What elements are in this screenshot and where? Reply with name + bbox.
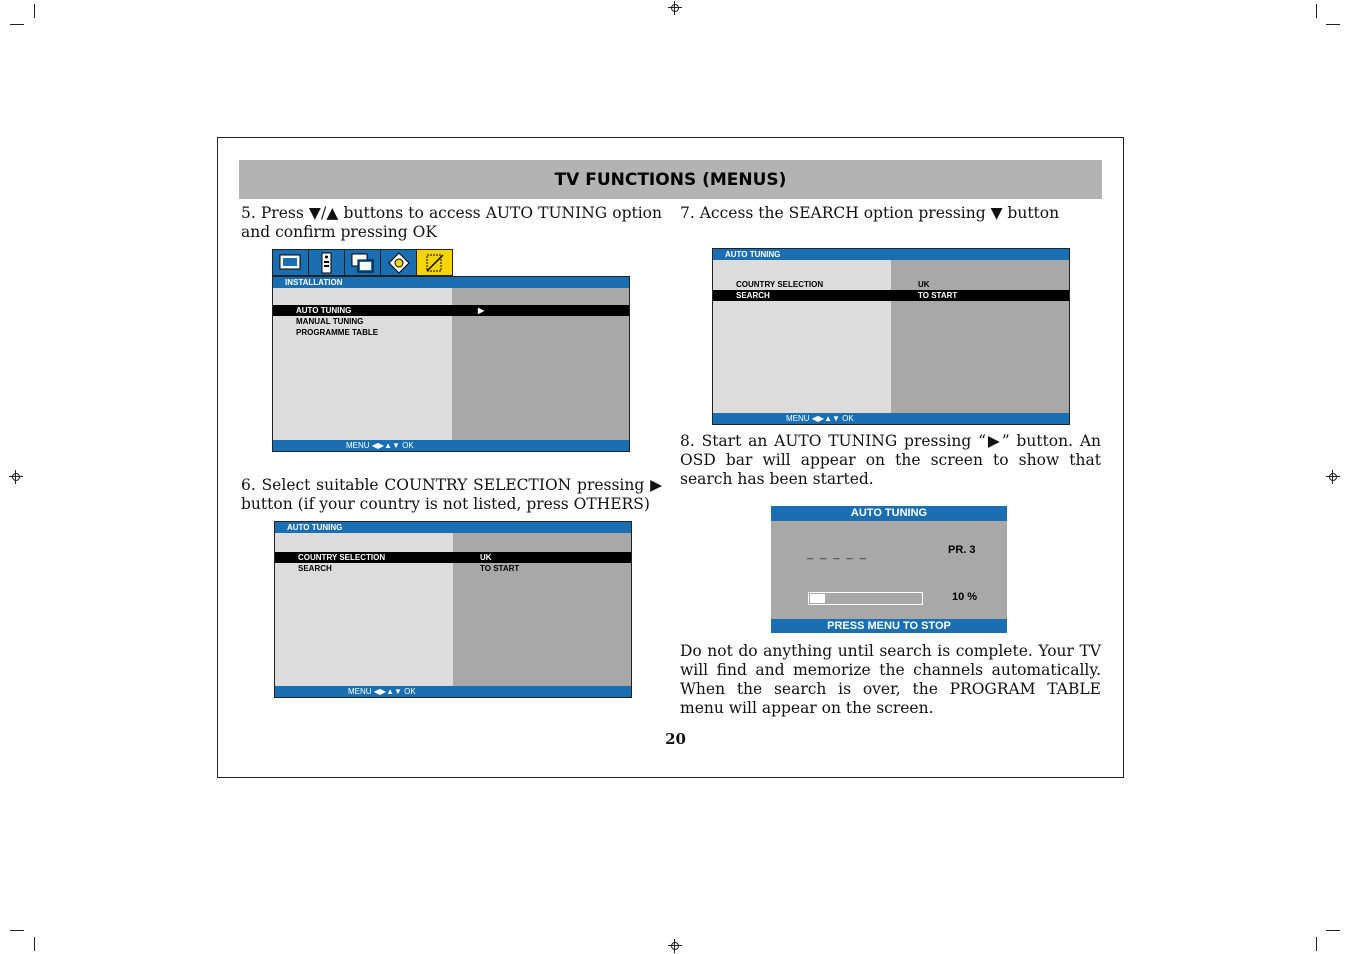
auto-tuning-menu-search	[712, 248, 1070, 425]
registration-mark	[668, 1, 682, 15]
crop-mark	[1326, 24, 1340, 25]
menu-title: INSTALLATION	[285, 278, 343, 287]
step-8-text	[680, 432, 1101, 489]
crop-mark	[10, 24, 24, 25]
crop-mark	[1316, 937, 1317, 951]
crop-mark	[10, 930, 24, 931]
progress-bar	[808, 592, 923, 605]
menu-footer-right	[891, 413, 1069, 424]
programme-number: PR. 3	[948, 544, 976, 556]
step-5-text	[241, 204, 662, 242]
registration-mark	[9, 470, 23, 484]
menu-item-search[interactable]: SEARCH TO START	[298, 564, 520, 573]
step-7-label: 7. Access the SEARCH option pressing ▼ button	[680, 204, 1060, 222]
crop-mark	[34, 937, 35, 951]
page-title: TV FUNCTIONS (MENUS)	[554, 170, 787, 190]
step-7-text	[680, 204, 1101, 223]
satellite-icon[interactable]	[380, 249, 417, 276]
page-number: 20	[665, 730, 686, 748]
progress-percent: 10 %	[952, 591, 978, 603]
section-header	[239, 160, 1102, 199]
auto-tuning-menu-country	[274, 521, 632, 698]
stop-hint: PRESS MENU TO STOP	[771, 619, 1007, 633]
note-text	[680, 642, 1101, 718]
menu-footer: MENU ◀▶▲▼ OK	[275, 686, 631, 697]
step-6-label: 6. Select suitable COUNTRY SELECTION pressing ▶ button (if your country is not listed, press OTHERS)	[241, 476, 662, 513]
crop-mark	[34, 4, 35, 18]
step-5-label: 5. Press ▼/▲ buttons to access AUTO TUNING option and confirm pressing OK	[241, 204, 662, 241]
note-label: Do not do anything until search is complete. Your TV will find and memorize the channels automatically. When the search is over, the PROGRAM TABLE menu will appear on the screen.	[680, 642, 1101, 717]
windows-icon[interactable]	[344, 249, 381, 276]
progress-title: AUTO TUNING	[771, 506, 1007, 521]
menu-item-auto-tuning[interactable]: AUTO TUNING ▶	[273, 305, 629, 316]
crop-mark	[1316, 4, 1317, 18]
menu-title: AUTO TUNING	[287, 523, 343, 532]
crop-mark	[1326, 930, 1340, 931]
menu-item-manual-tuning[interactable]: MANUAL TUNING	[296, 317, 364, 326]
progress-bar-fill	[810, 594, 825, 603]
menu-item-search[interactable]: SEARCH TO START	[713, 290, 1069, 301]
menu-item-country-selection[interactable]: COUNTRY SELECTION UK	[736, 280, 930, 289]
menu-title: AUTO TUNING	[725, 250, 781, 259]
menu-footer: MENU ◀▶▲▼ OK	[713, 413, 891, 424]
menu-item-country-selection[interactable]: COUNTRY SELECTION UK	[275, 552, 631, 563]
installation-icon[interactable]	[416, 249, 453, 276]
menu-item-programme-table[interactable]: PROGRAMME TABLE	[296, 328, 379, 337]
step-6-text	[241, 476, 662, 514]
auto-tuning-progress-osd	[771, 506, 1007, 633]
registration-mark	[1326, 470, 1340, 484]
menu-icon-bar	[272, 249, 452, 276]
step-8-label: 8. Start an AUTO TUNING pressing “▶” button. An OSD bar will appear on the screen to show that search has been started.	[680, 432, 1101, 488]
tv-icon[interactable]	[272, 249, 309, 276]
installation-menu	[272, 276, 630, 452]
registration-mark	[668, 939, 682, 953]
menu-footer: MENU ◀▶▲▼ OK	[273, 440, 629, 451]
arrow-right-icon: ▶	[478, 306, 485, 315]
channel-name: _ _ _ _ _	[807, 548, 868, 560]
remote-icon[interactable]	[308, 249, 345, 276]
